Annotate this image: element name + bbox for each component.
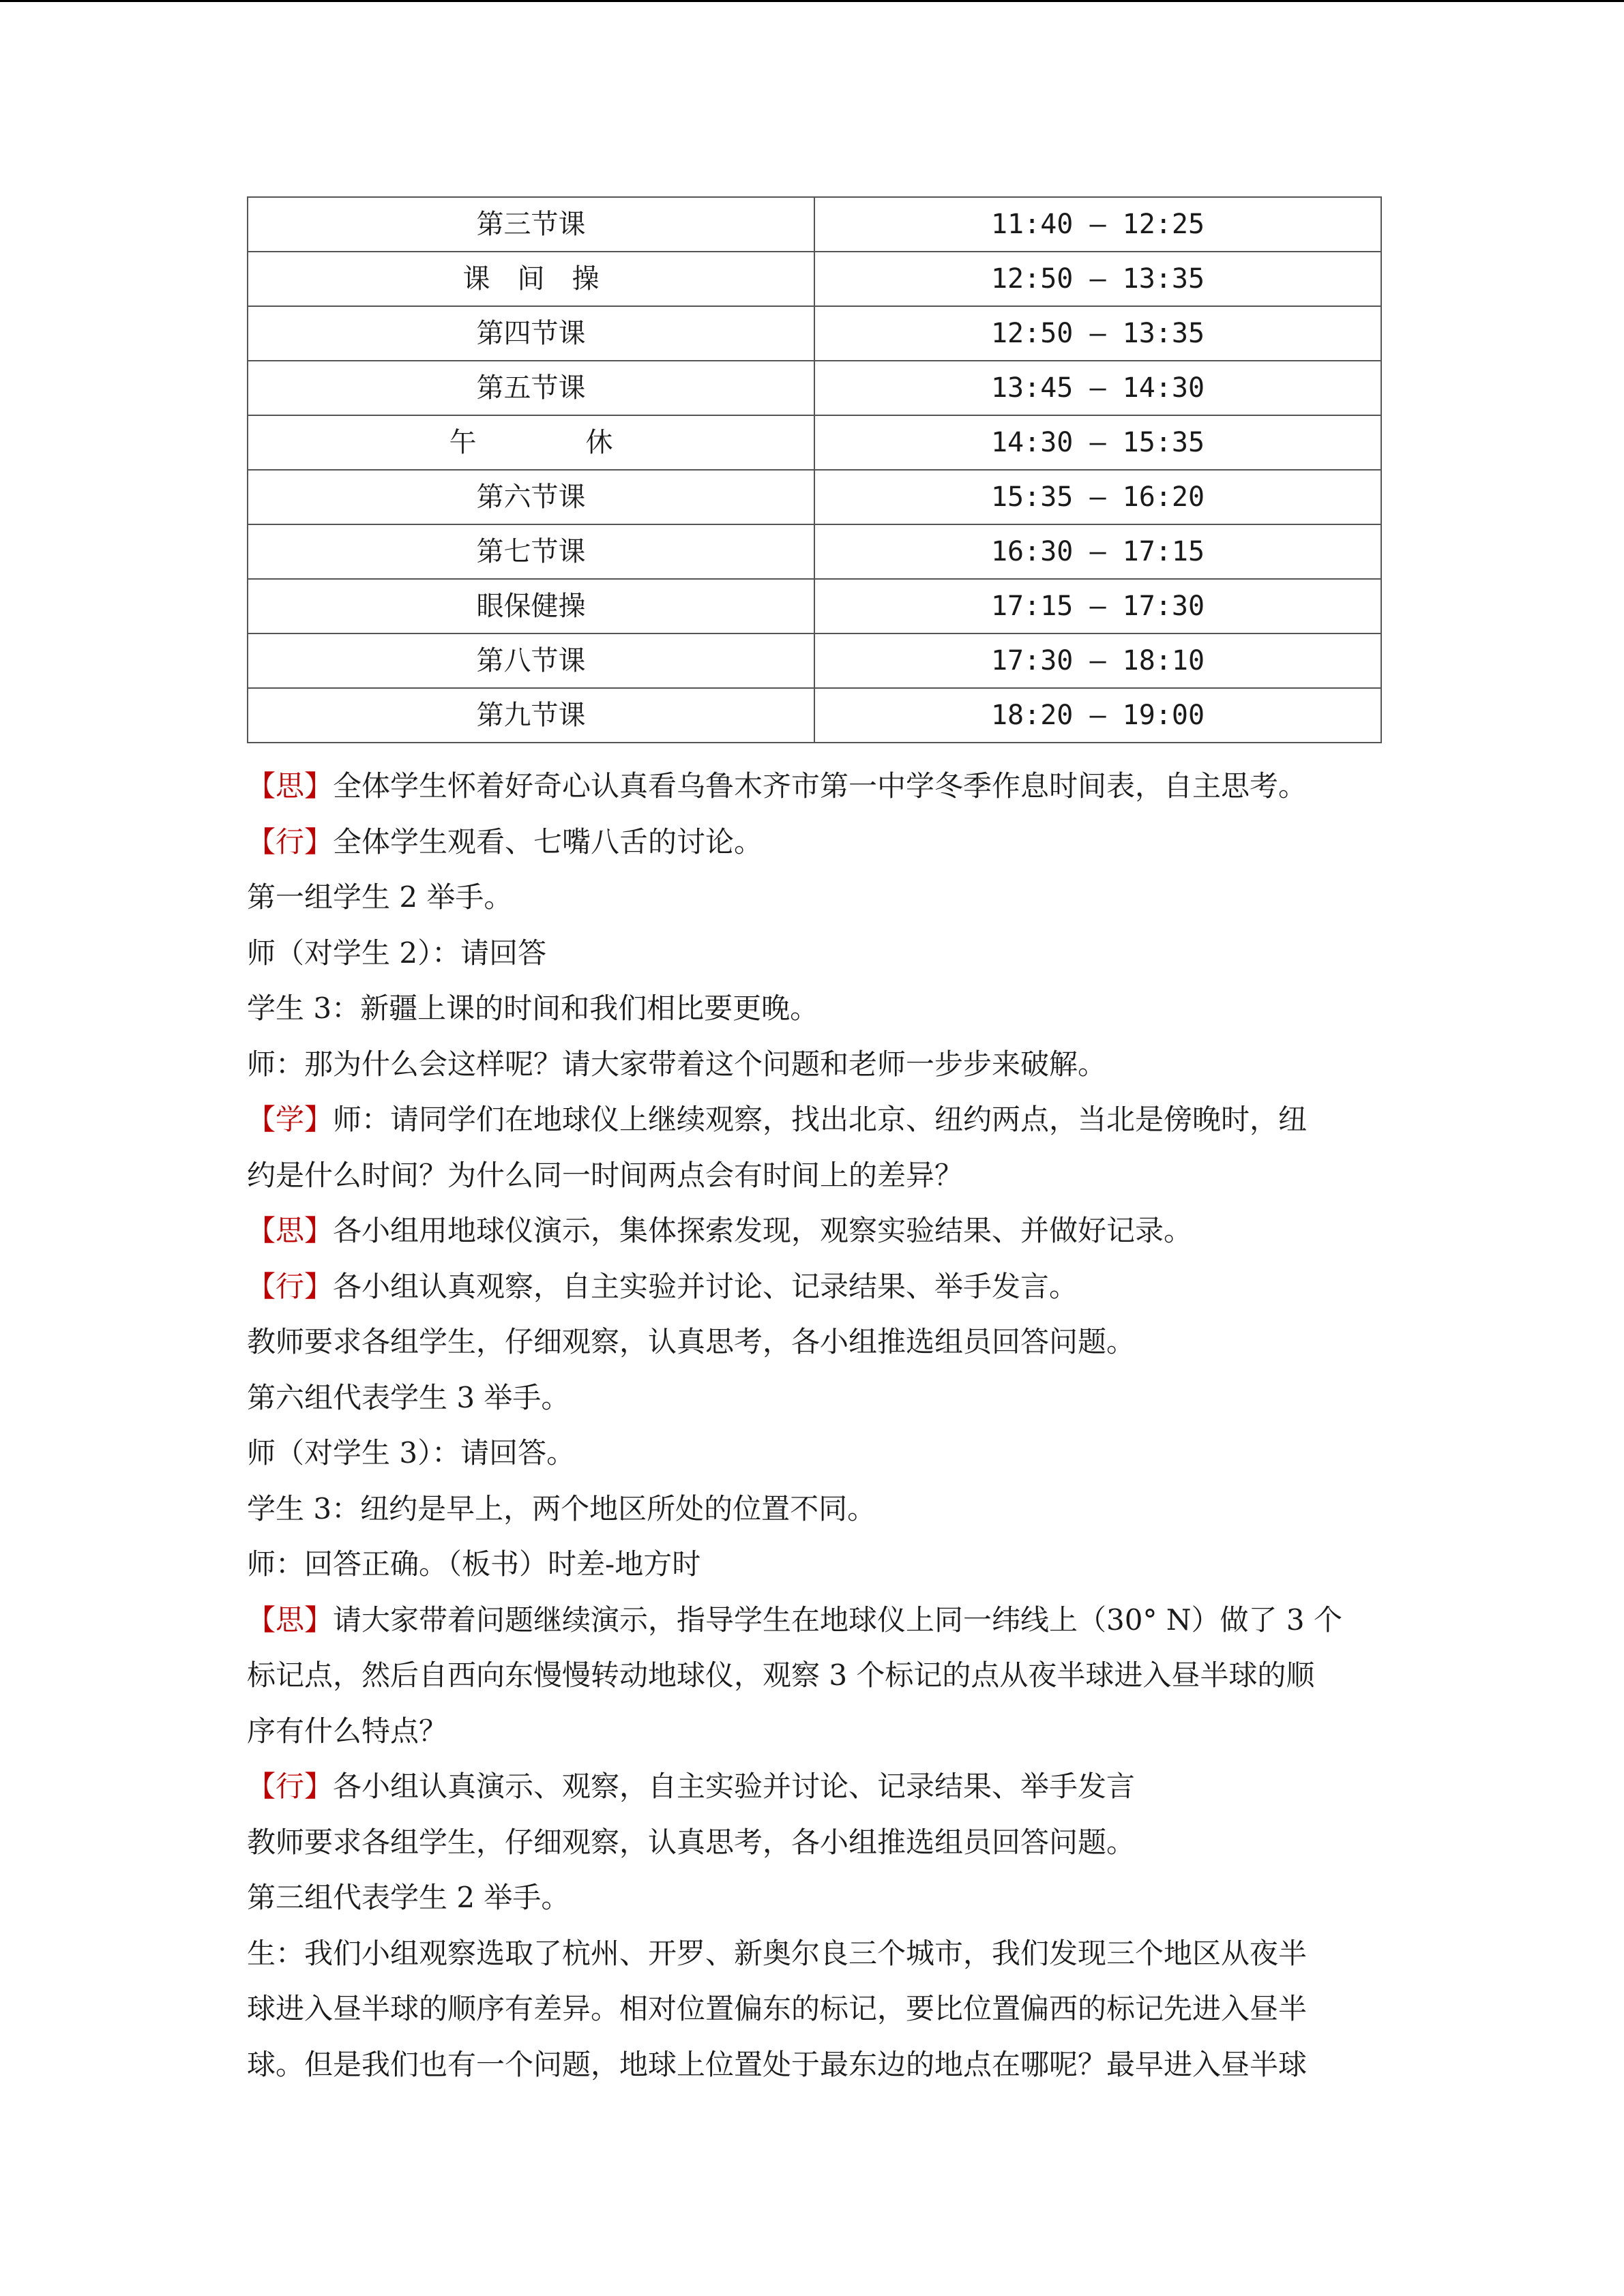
period-time: 14:30 — 15:35 [814, 415, 1381, 470]
period-name: 课 间 操 [248, 252, 814, 306]
period-name: 第三节课 [248, 197, 814, 252]
line-text: 各小组认真演示、观察，自主实验并讨论、记录结果、举手发言 [333, 1770, 1136, 1803]
period-time: 11:40 — 12:25 [814, 197, 1381, 252]
period-name: 第四节课 [248, 306, 814, 361]
period-name: 第七节课 [248, 524, 814, 579]
line-text: 约是什么时间？为什么同一时间两点会有时间上的差异？ [247, 1158, 964, 1192]
line-text: 第一组学生 2 举手。 [247, 880, 513, 914]
line-text: 各小组认真观察，自主实验并讨论、记录结果、举手发言。 [333, 1269, 1078, 1303]
step-tag: 【行】 [247, 1770, 334, 1803]
period-time: 12:50 — 13:35 [814, 306, 1381, 361]
step-tag: 【思】 [247, 1214, 334, 1247]
line-text: 生：我们小组观察选取了杭州、开罗、新奥尔良三个城市，我们发现三个地区从夜半 [247, 1936, 1308, 1970]
transcript-line [247, 1148, 1379, 1204]
line-text: 序有什么特点？ [247, 1714, 448, 1748]
period-time: 15:35 — 16:20 [814, 470, 1381, 524]
transcript-line [247, 1370, 1379, 1426]
line-text: 球进入昼半球的顺序有差异。相对位置偏东的标记，要比位置偏西的标记先进入昼半 [247, 1992, 1308, 2025]
period-time: 18:20 — 19:00 [814, 688, 1381, 743]
line-text: 学生 3：纽约是早上，两个地区所处的位置不同。 [247, 1491, 876, 1525]
step-tag: 【学】 [247, 1103, 334, 1136]
transcript-line [247, 1425, 1379, 1481]
period-time: 13:45 — 14:30 [814, 361, 1381, 415]
transcript-line [247, 1314, 1379, 1370]
period-name: 第八节课 [248, 633, 814, 688]
step-tag: 【思】 [247, 1602, 334, 1637]
period-name: 第九节课 [248, 688, 814, 743]
transcript-line [247, 981, 1379, 1037]
line-text: 球。但是我们也有一个问题，地球上位置处于最东边的地点在哪呢？最早进入昼半球 [247, 2047, 1308, 2081]
line-text: 第三组代表学生 2 举手。 [247, 1881, 570, 1914]
line-text: 全体学生怀着好奇心认真看乌鲁木齐市第一中学冬季作息时间表，自主思考。 [333, 769, 1308, 803]
schedule-row [248, 197, 1381, 252]
schedule-row [248, 688, 1381, 743]
line-text: 师：请同学们在地球仪上继续观察，找出北京、纽约两点，当北是傍晚时，纽 [333, 1103, 1308, 1136]
schedule-row [248, 579, 1381, 633]
transcript-line [247, 1815, 1379, 1870]
schedule-row [248, 306, 1381, 361]
transcript-line [247, 814, 1379, 870]
transcript-line [247, 1259, 1379, 1315]
line-text: 学生 3：新疆上课的时间和我们相比要更晚。 [247, 992, 819, 1025]
step-tag: 【思】 [247, 769, 334, 803]
period-time: 12:50 — 13:35 [814, 252, 1381, 306]
schedule-table-body [248, 197, 1381, 743]
step-tag: 【行】 [247, 824, 334, 859]
schedule-row [248, 633, 1381, 688]
transcript-line [247, 1037, 1379, 1092]
transcript-line [247, 758, 1379, 814]
transcript-line [247, 1870, 1379, 1926]
transcript-line [247, 1926, 1379, 1982]
transcript-line [247, 869, 1379, 925]
period-name: 午 休 [248, 415, 814, 470]
schedule-row [248, 524, 1381, 579]
transcript-line [247, 2037, 1379, 2093]
schedule-row [248, 361, 1381, 415]
line-text: 教师要求各组学生，仔细观察，认真思考，各小组推选组员回答问题。 [247, 1825, 1136, 1859]
period-name: 眼保健操 [248, 579, 814, 633]
lesson-transcript [247, 758, 1379, 2092]
step-tag: 【行】 [247, 1269, 334, 1303]
period-time: 17:15 — 17:30 [814, 579, 1381, 633]
period-time: 17:30 — 18:10 [814, 633, 1381, 688]
period-name: 第五节课 [248, 361, 814, 415]
line-text: 师：回答正确。（板书）时差-地方时 [247, 1547, 701, 1581]
period-name: 第六节课 [248, 470, 814, 524]
line-text: 全体学生观看、七嘴八舌的讨论。 [333, 824, 763, 859]
transcript-line [247, 1648, 1379, 1703]
winter-schedule-table [247, 196, 1382, 743]
transcript-line [247, 1759, 1379, 1815]
transcript-line [247, 1592, 1379, 1648]
period-time: 16:30 — 17:15 [814, 524, 1381, 579]
line-text: 请大家带着问题继续演示，指导学生在地球仪上同一纬线上（30° N）做了 3 个 [333, 1602, 1342, 1637]
line-text: 师（对学生 3）：请回答。 [247, 1436, 576, 1470]
schedule-row [248, 470, 1381, 524]
line-text: 标记点，然后自西向东慢慢转动地球仪，观察 3 个标记的点从夜半球进入昼半球的顺 [247, 1658, 1315, 1692]
transcript-line [247, 1981, 1379, 2037]
transcript-line [247, 1203, 1379, 1259]
line-text: 第六组代表学生 3 举手。 [247, 1380, 570, 1414]
transcript-line [247, 925, 1379, 981]
schedule-row [248, 252, 1381, 306]
line-text: 各小组用地球仪演示，集体探索发现，观察实验结果、并做好记录。 [333, 1214, 1193, 1247]
transcript-line [247, 1092, 1379, 1148]
transcript-line [247, 1703, 1379, 1759]
line-text: 师（对学生 2）：请回答 [247, 936, 547, 970]
schedule-row [248, 415, 1381, 470]
line-text: 教师要求各组学生，仔细观察，认真思考，各小组推选组员回答问题。 [247, 1325, 1136, 1358]
line-text: 师：那为什么会这样呢？请大家带着这个问题和老师一步步来破解。 [247, 1047, 1107, 1081]
transcript-line [247, 1536, 1379, 1592]
transcript-line [247, 1481, 1379, 1537]
